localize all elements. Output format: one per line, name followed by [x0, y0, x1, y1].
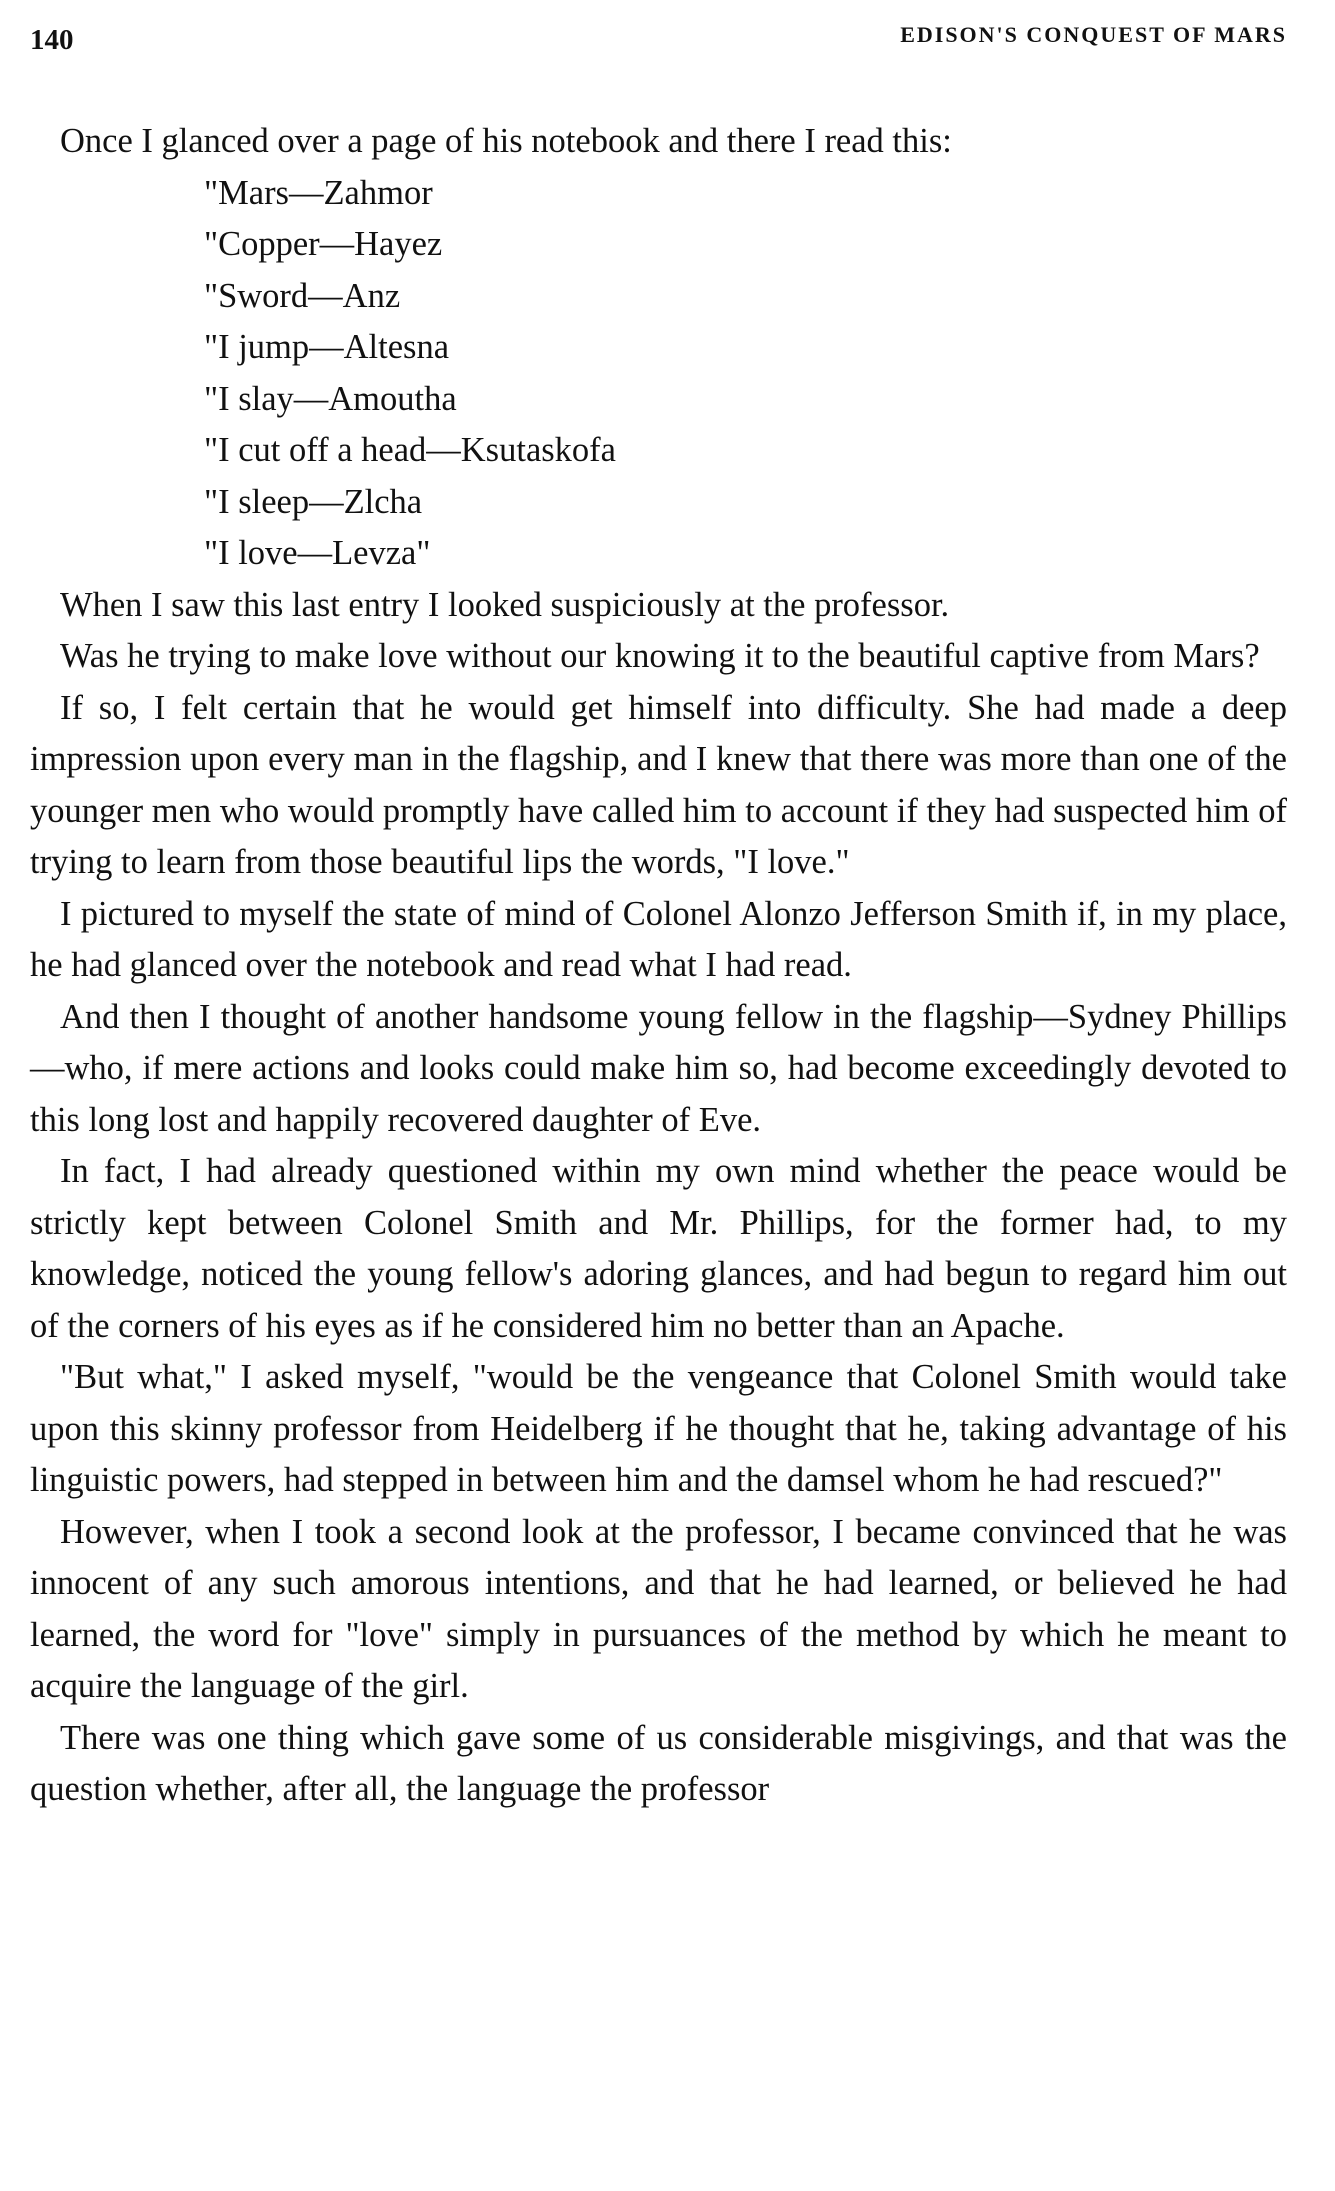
notebook-entry: "I sleep—Zlcha	[204, 482, 423, 521]
paragraph: There was one thing which gave some of us considerable misgivings, and that was the question whether, after all, the language the professor	[30, 1718, 1287, 1808]
paragraph: "But what," I asked myself, "would be the vengeance that Colonel Smith would take upon this skinny professor from Heidelberg if he thought that he, taking advantage of his linguistic powers, had stepped in between him and the damsel whom he had rescued?"	[30, 1358, 1287, 1499]
notebook-entry: "I slay—Amoutha	[204, 379, 457, 418]
running-head	[30, 10, 1287, 58]
page-number: 140	[30, 24, 74, 56]
paragraph-intro: Once I glanced over a page of his notebook and there I read this:	[60, 122, 952, 160]
notebook-entry: "I cut off a head—Ksutaskofa	[204, 431, 616, 469]
paragraph: In fact, I had already questioned within my own mind whether the peace would be strictly kept between Colonel Smith and Mr. Phillips, for the former had, to my knowledge, noticed the young fellow's adoring glances, and had begun to regard him out of the corners of his eyes as if he considered him no better than an Apache.	[30, 1152, 1287, 1345]
paragraph: If so, I felt certain that he would get himself into difficulty. She had made a deep impression upon every man in the flagship, and I knew that there was more than one of the younger men who would promptly have called him to account if they had suspected him of trying to learn from those beautiful lips the words, "I love."	[30, 688, 1287, 881]
paragraph: I pictured to myself the state of mind of Colonel Alonzo Jefferson Smith if, in my place, he had glanced over the notebook and read what I had read.	[30, 894, 1287, 984]
paragraph: When I saw this last entry I looked suspiciously at the professor.	[60, 585, 950, 624]
paragraph: And then I thought of another handsome young fellow in the flagship—Sydney Phillips—who, if mere actions and looks could make him so, had become exceedingly devoted to this long lost and happily recovered daughter of Eve.	[30, 997, 1287, 1139]
notebook-entry: "I jump—Altesna	[204, 328, 450, 366]
notebook-entry: "I love—Levza"	[204, 534, 431, 572]
running-title: EDISON'S CONQUEST OF MARS	[900, 22, 1287, 47]
notebook-entry: "Mars—Zahmor	[204, 173, 433, 212]
body-text	[30, 116, 1287, 1816]
paragraph: Was he trying to make love without our knowing it to the beautiful captive from Mars?	[60, 637, 1260, 675]
paragraph: However, when I took a second look at the professor, I became convinced that he was innocent of any such amorous intentions, and that he had learned, or believed he had learned, the word for "love" simply in pursuances of the method by which he meant to acquire the language of the girl.	[30, 1512, 1287, 1705]
notebook-entry: "Sword—Anz	[204, 276, 401, 315]
notebook-entries	[30, 168, 1287, 580]
notebook-entry: "Copper—Hayez	[204, 225, 443, 263]
